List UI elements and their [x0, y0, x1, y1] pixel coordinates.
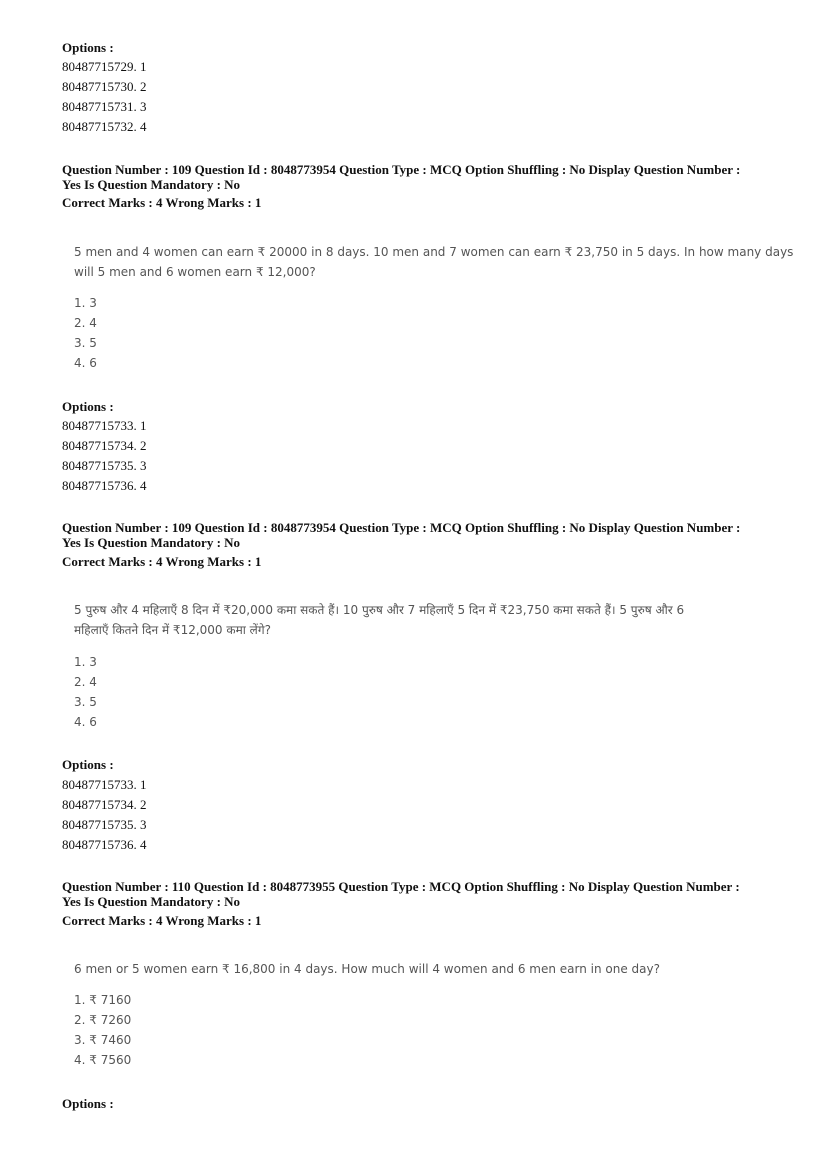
option-id-line: 80487715731. 3	[62, 99, 147, 114]
question-meta-line: Yes Is Question Mandatory : No	[62, 535, 241, 550]
question-text-line: 5 men and 4 women can earn ₹ 20000 in 8 days. 10 men and 7 women can earn ₹ 23,750 in 5 days. In how many days	[74, 245, 794, 259]
question-marks: Correct Marks : 4 Wrong Marks : 1	[62, 554, 262, 569]
option-id-line: 80487715734. 2	[62, 438, 147, 453]
question-text-line: will 5 men and 6 women earn ₹ 12,000?	[74, 265, 316, 279]
question-text-line: महिलाएँ कितने दिन में ₹12,000 कमा लेंगे?	[74, 623, 271, 637]
question-meta-line: Yes Is Question Mandatory : No	[62, 177, 241, 192]
question-image	[74, 959, 660, 979]
answer-choice: 2. ₹ 7260	[74, 1013, 132, 1027]
answer-choice: 2. 4	[74, 675, 97, 689]
question-meta-line: Yes Is Question Mandatory : No	[62, 894, 241, 909]
option-id-line: 80487715736. 4	[62, 478, 147, 493]
question-marks: Correct Marks : 4 Wrong Marks : 1	[62, 195, 262, 210]
options-heading: Options :	[62, 1096, 114, 1111]
answer-choice: 1. 3	[74, 655, 97, 669]
question-marks: Correct Marks : 4 Wrong Marks : 1	[62, 913, 262, 928]
options-heading: Options :	[62, 399, 114, 414]
option-id-line: 80487715735. 3	[62, 458, 147, 473]
answer-choice: 3. 5	[74, 336, 97, 350]
answer-choice: 1. 3	[74, 296, 97, 310]
option-id-line: 80487715732. 4	[62, 119, 147, 134]
question-meta-line: Question Number : 110 Question Id : 8048773955 Question Type : MCQ Option Shuffling : No Display Question Number :	[62, 879, 740, 894]
answer-choice: 3. ₹ 7460	[74, 1033, 132, 1047]
option-id-line: 80487715733. 1	[62, 418, 147, 433]
question-text-line: 5 पुरुष और 4 महिलाएँ 8 दिन में ₹20,000 कमा सकते हैं। 10 पुरुष और 7 महिलाएँ 5 दिन में ₹23,750 कमा सकते हैं। 5 पुरुष और 6	[74, 603, 685, 617]
option-id-line: 80487715733. 1	[62, 777, 147, 792]
question-meta-line: Question Number : 109 Question Id : 8048773954 Question Type : MCQ Option Shuffling : No Display Question Number :	[62, 520, 741, 535]
option-id-line: 80487715729. 1	[62, 59, 147, 74]
option-id-line: 80487715734. 2	[62, 797, 147, 812]
answer-choice: 4. ₹ 7560	[74, 1053, 132, 1067]
answer-choice: 4. 6	[74, 356, 97, 370]
options-heading: Options :	[62, 40, 114, 55]
answer-choice: 1. ₹ 7160	[74, 993, 132, 1007]
question-text-line: 6 men or 5 women earn ₹ 16,800 in 4 days. How much will 4 women and 6 men earn in one day?	[74, 962, 661, 976]
question-meta-line: Question Number : 109 Question Id : 8048773954 Question Type : MCQ Option Shuffling : No Display Question Number :	[62, 162, 741, 177]
option-id-line: 80487715736. 4	[62, 837, 147, 852]
question-image	[74, 242, 793, 282]
option-id-line: 80487715730. 2	[62, 79, 147, 94]
option-id-line: 80487715735. 3	[62, 817, 147, 832]
question-image	[74, 600, 684, 640]
answer-choice: 4. 6	[74, 715, 97, 729]
options-heading: Options :	[62, 757, 114, 772]
answer-choice: 2. 4	[74, 316, 97, 330]
answer-choice: 3. 5	[74, 695, 97, 709]
